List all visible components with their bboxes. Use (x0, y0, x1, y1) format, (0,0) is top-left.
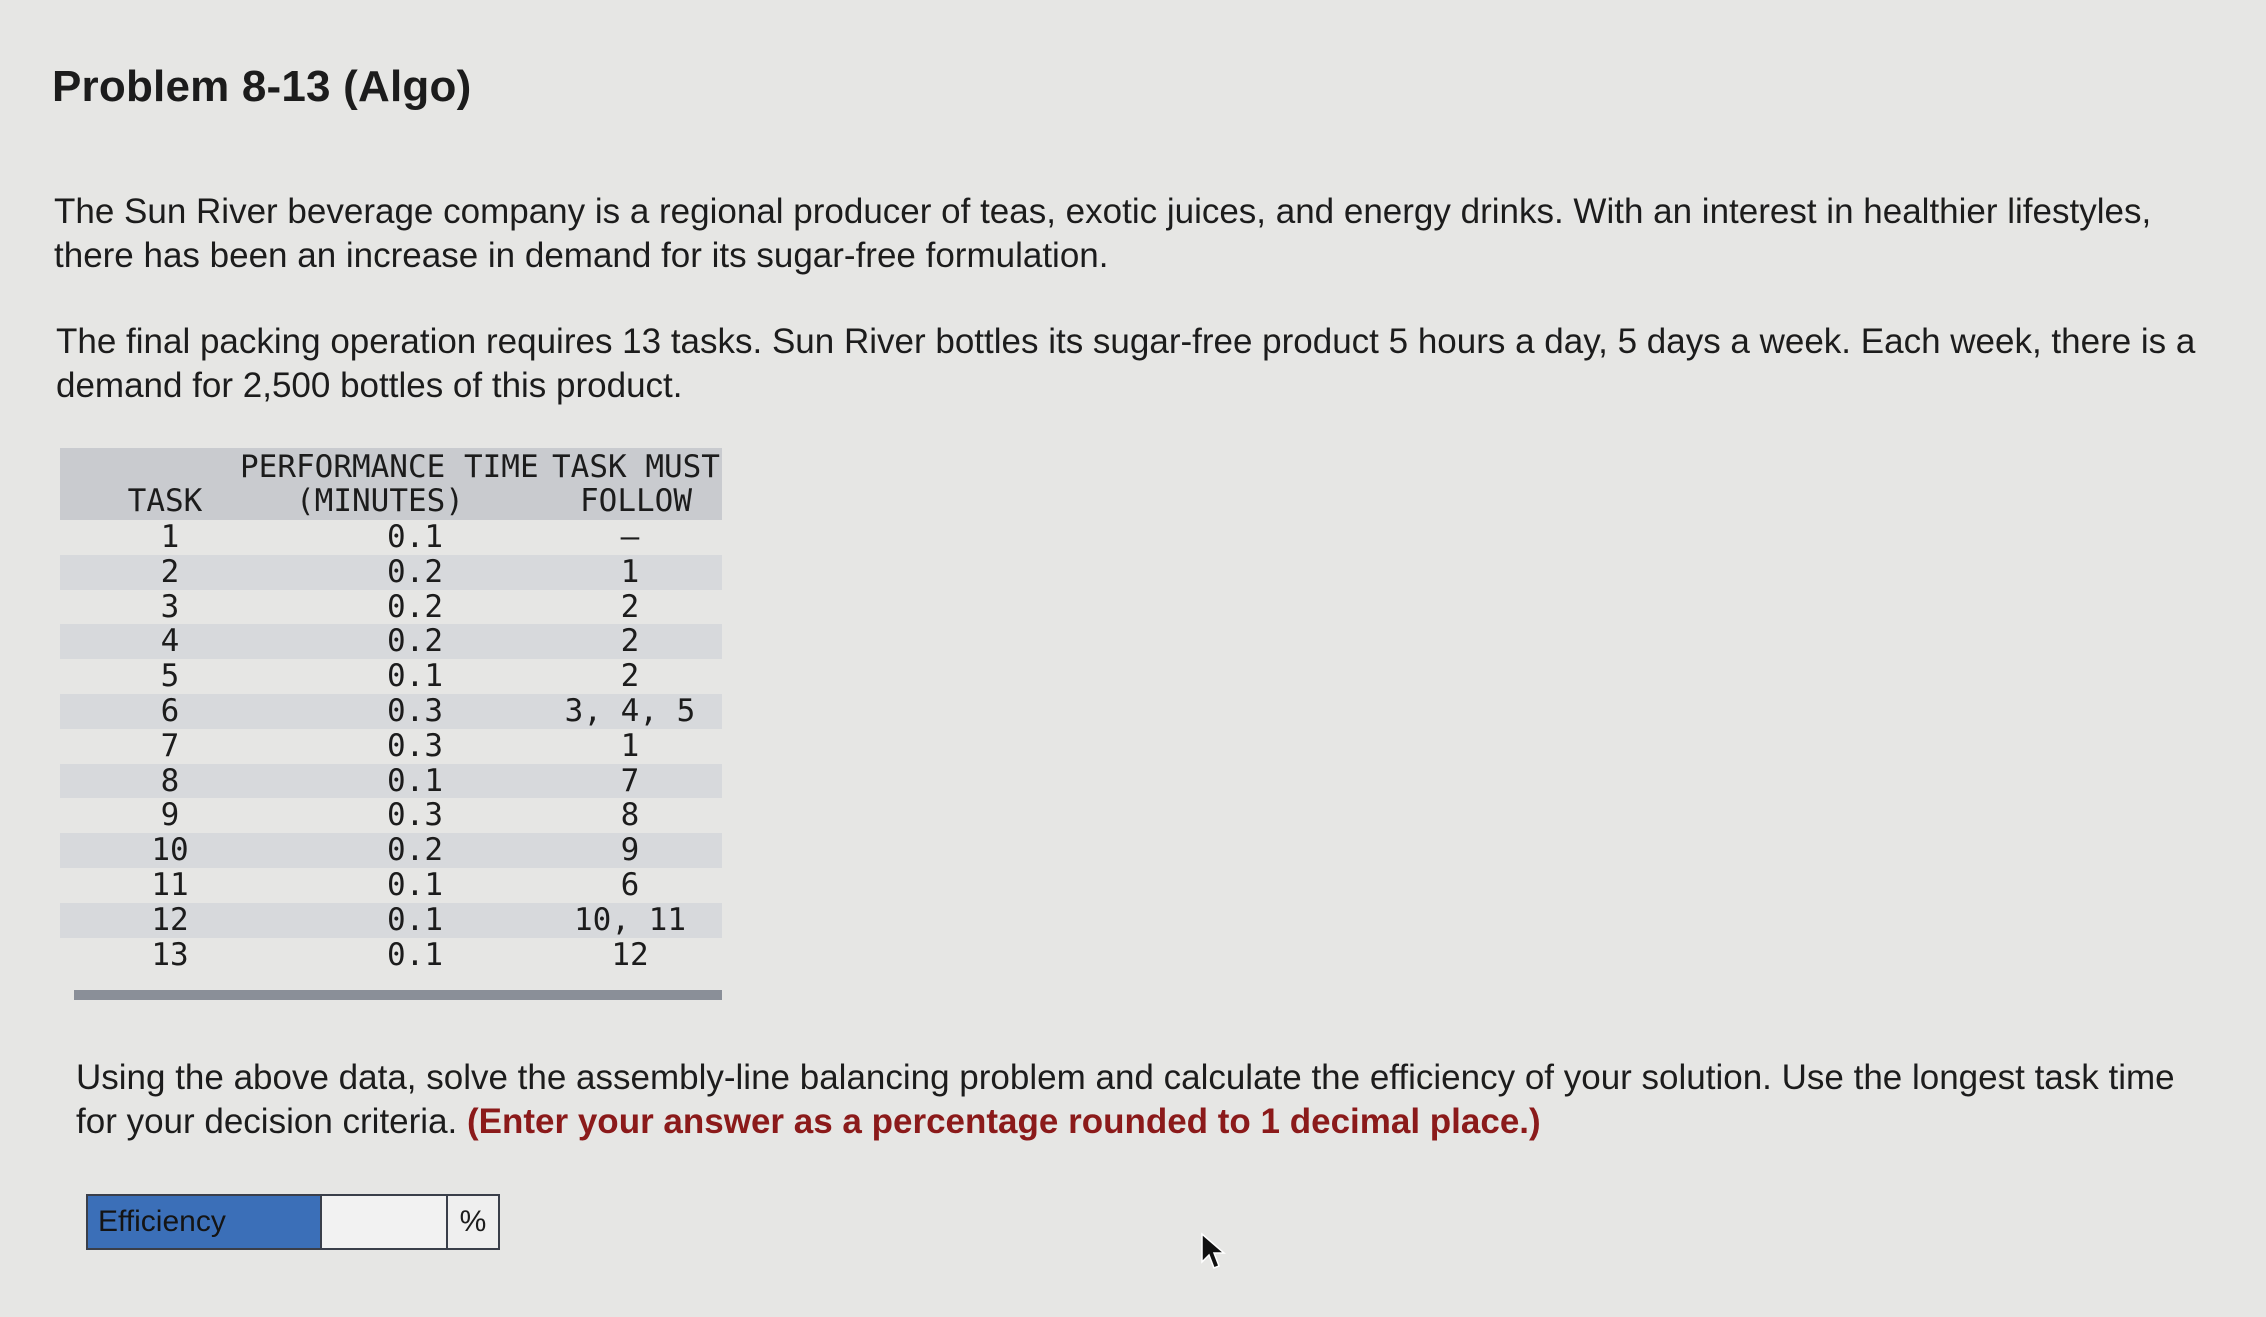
question-text: Using the above data, solve the assembly-line balancing problem and calculate the efficiency of your solution. Use the longest task time for your decision criteria. (76, 1058, 2175, 1141)
cell-time: 0.1 (387, 901, 443, 938)
cell-time: 0.2 (387, 832, 443, 869)
cell-task: 5 (160, 658, 180, 695)
cell-follow: 6 (620, 866, 640, 903)
cell-time: 0.1 (387, 936, 443, 973)
table-row (60, 903, 722, 938)
cell-follow: 8 (620, 797, 640, 834)
table-row (60, 798, 722, 833)
cell-follow: 2 (620, 588, 640, 625)
problem-title: Problem 8-13 (Algo) (52, 62, 472, 111)
cell-time: 0.1 (387, 519, 443, 555)
cell-task: 9 (160, 797, 180, 834)
table-row (60, 555, 722, 590)
header-task: TASK (127, 483, 203, 519)
cell-time: 0.3 (387, 692, 443, 729)
table-row (60, 868, 722, 903)
cell-time: 0.1 (387, 762, 443, 799)
efficiency-input[interactable] (320, 1196, 448, 1248)
cell-task: 7 (160, 727, 180, 764)
cell-follow: 1 (620, 553, 640, 590)
question-instruction: (Enter your answer as a percentage rounded to 1 decimal place.) (467, 1102, 1541, 1141)
table-row (60, 694, 722, 729)
cell-task: 3 (160, 588, 180, 625)
cell-follow: 9 (620, 832, 640, 869)
table-row (60, 520, 722, 555)
cell-task: 2 (160, 553, 180, 590)
setup-paragraph: The final packing operation requires 13 tasks. Sun River bottles its sugar-free product 5 hours a day, 5 days a week. Each week, there is a demand for 2,500 bottles of this product. (56, 322, 2196, 405)
cell-task: 12 (151, 901, 189, 938)
cell-task: 4 (160, 623, 180, 660)
table-row (60, 729, 722, 764)
cell-follow: 12 (611, 936, 649, 973)
cell-task: 8 (160, 762, 180, 799)
table-row (60, 833, 722, 868)
header-performance-time: PERFORMANCE TIME (MINUTES) (240, 449, 539, 519)
percent-unit: % (448, 1196, 498, 1248)
mouse-pointer-icon (1200, 1232, 1230, 1272)
cell-task: 1 (160, 519, 180, 555)
task-table (60, 448, 722, 1000)
efficiency-answer-row (86, 1194, 500, 1250)
cell-time: 0.2 (387, 623, 443, 660)
cell-follow: 7 (620, 762, 640, 799)
cell-follow: — (620, 519, 640, 555)
cell-follow: 10, 11 (574, 901, 686, 938)
table-row (60, 624, 722, 659)
cell-time: 0.3 (387, 727, 443, 764)
cell-task: 6 (160, 692, 180, 729)
table-row (60, 659, 722, 694)
header-task-must-follow: TASK MUST FOLLOW (552, 449, 720, 519)
question-paragraph (76, 1056, 2216, 1144)
efficiency-label: Efficiency (88, 1196, 320, 1248)
cell-time: 0.1 (387, 866, 443, 903)
cell-task: 10 (151, 832, 189, 869)
table-row (60, 590, 722, 625)
cell-follow: 2 (620, 658, 640, 695)
cell-follow: 1 (620, 727, 640, 764)
cell-time: 0.2 (387, 588, 443, 625)
cell-time: 0.2 (387, 553, 443, 590)
table-row (60, 938, 722, 973)
cell-follow: 2 (620, 623, 640, 660)
table-header (60, 448, 722, 520)
cell-task: 11 (151, 866, 189, 903)
intro-paragraph: The Sun River beverage company is a regional producer of teas, exotic juices, and energy drinks. With an interest in healthier lifestyles, there has been an increase in demand for its sugar-free formulation. (54, 192, 2152, 275)
table-row (60, 764, 722, 799)
cell-follow: 3, 4, 5 (564, 692, 696, 729)
table-bottom-rule (74, 990, 722, 1000)
cell-task: 13 (151, 936, 189, 973)
table-body (60, 520, 722, 972)
cell-time: 0.1 (387, 658, 443, 695)
cell-time: 0.3 (387, 797, 443, 834)
